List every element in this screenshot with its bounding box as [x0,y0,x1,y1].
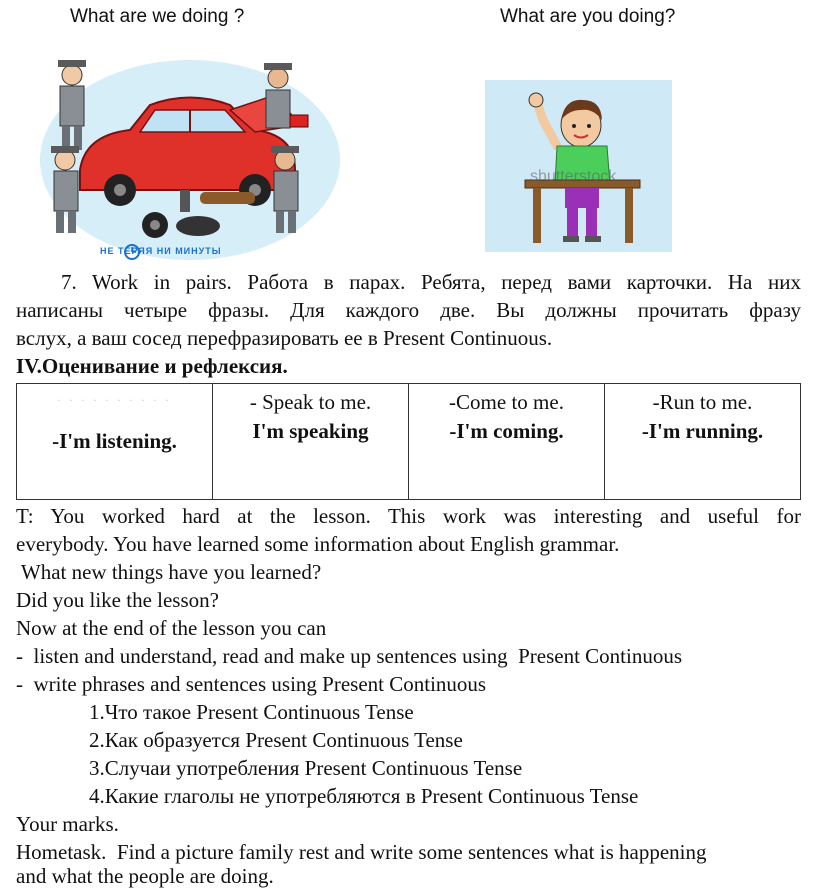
caption-left: What are we doing ? [70,6,245,27]
your-marks: Your marks. [16,812,119,836]
card-3 [409,384,605,500]
teacher-line2: everybody. You have learned some information about English grammar. [16,532,620,556]
boy-raising-hand-image [485,80,672,252]
mechanics-car-image [40,50,340,265]
watermark-text: shutterstock [530,168,617,185]
question-new-things: What new things have you learned? [16,560,322,584]
card-1-bottom: -I'm listening. [52,429,177,453]
card-3-bottom: -I'm coming. [449,419,564,443]
card-1-top: . . . . . . . . . . [57,390,172,404]
task7-line1-wrap [16,268,801,296]
cards-table [16,383,801,500]
hometask-line2: and what the people are doing. [16,864,274,888]
card-4-top: -Run to me. [652,390,753,414]
hometask-line1: Hometask. Find a picture family rest and write some sentences what is happening [16,840,707,864]
boy-illustration [485,80,672,252]
question-4: 4.Какие глаголы не употребляются в Present Continuous Tense [89,784,639,808]
question-2: 2.Как образуется Present Continuous Tense [89,728,463,752]
question-like-lesson: Did you like the lesson? [16,588,219,612]
mechanics-illustration [40,50,340,265]
card-4-bottom: -I'm running. [641,419,764,443]
question-1: 1.Что такое Present Continuous Tense [89,700,414,724]
cards-row [17,384,801,500]
task7-line2: написаны четыре фразы. Для каждого две. Вы должны прочитать фразу [16,298,801,322]
card-3-top: -Come to me. [449,390,564,414]
card-4 [605,384,801,500]
question-3: 3.Случаи употребления Present Continuous Tense [89,756,523,780]
bullet-1: - listen and understand, read and make up sentences using Present Continuous [16,644,683,668]
caption-right: What are you doing? [500,6,676,27]
teacher-line1: T: You worked hard at the lesson. This work was interesting and useful for [16,504,801,528]
logo-text: НЕ ТЕРЯЯ НИ МИНУТЫ [100,246,222,256]
card-1 [17,384,213,500]
task7-line3: вслух, а ваш сосед перефразировать ее в Present Continuous. [16,326,553,350]
bullet-2: - write phrases and sentences using Present Continuous [16,672,487,696]
card-2 [213,384,409,500]
section-heading: IV.Оценивание и рефлексия. [16,354,288,378]
card-2-bottom: I'm speaking [252,419,369,443]
now-you-can: Now at the end of the lesson you can [16,616,327,640]
task7-line1: 7. Work in pairs. Работа в парах. Ребята, перед вами карточки. На них [61,270,801,294]
card-2-top: - Speak to me. [249,390,372,414]
